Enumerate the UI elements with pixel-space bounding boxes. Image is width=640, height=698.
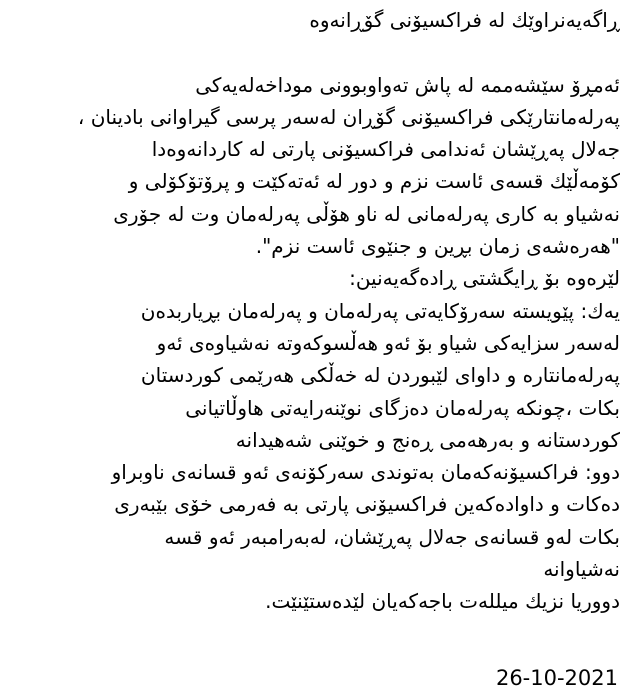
body-line-10: پەرلەمانتارە و داوای لێبوردن لە خەڵكی هەرێمی كوردستان (140, 363, 620, 388)
statement-date: 26-10-2021 (495, 666, 618, 690)
body-line-1: ئەمڕۆ سێشەممە لە پاش تەواوبوونی موداخەلەیەكی (195, 72, 620, 97)
body-line-2: پەرلەمانتارێكی فراكسیۆنی گۆڕان لەسەر پرسی گیراوانی بادینان ، (77, 104, 620, 129)
body-line-14: دەكات و داوادەكەین فراكسیۆنی پارتی بە فەرمی خۆی بێبەری (114, 492, 620, 517)
body-line-9: لەسەر سزایەكی شیاو بۆ ئەو هەڵسوكەوتە نەشیاوەی ئەو (156, 330, 620, 355)
body-line-5: نەشیاو بە كاری پەرلەمانی لە ناو هۆڵی پەرلەمان وت لە جۆری (113, 201, 620, 226)
body-line-6: "هەرەشەی زمان بڕین و جنێوی ئاست نزم". (255, 234, 620, 259)
body-line-7: لێرەوە بۆ ڕایگشتی ڕادەگەیەنین: (349, 266, 620, 291)
body-line-15: بكات لەو قسانەی جەلال پەڕێشان، لەبەرامبەر ئەو قسە (164, 524, 620, 549)
body-line-16: نەشیاوانە (543, 557, 620, 582)
body-line-17: دووریا نزیك میللەت باجەكەیان لێدەستێنێت. (265, 589, 620, 614)
statement-document (14, 4, 620, 618)
body-line-8: یەك: پێویستە سەرۆكایەتی پەرلەمان و پەرلەمان بڕیاربدەن (140, 298, 620, 323)
body-line-3: جەلال پەڕێشان ئەندامی فراكسیۆنی پارتی لە كاردانەوەدا (151, 137, 620, 162)
body-line-12: كوردستانە و بەرهەمی ڕەنج و خوێنی شەهیدانە (235, 427, 620, 452)
body-line-4: كۆمەڵێك قسەی ئاست نزم و دور لە ئەتەكێت و پرۆتۆكۆلی و (128, 169, 620, 194)
statement-title: ڕاگەیەنراوێك لە فراكسیۆنی گۆڕانەوە (309, 8, 620, 32)
body-line-11: بكات ،چونكە پەرلەمان دەزگای نوێنەرایەتی هاوڵاتیانی (185, 395, 620, 420)
body-line-13: دوو: فراكسیۆنەكەمان بەتوندی سەركۆنەی ئەو قسانەی ناوبراو (111, 460, 620, 485)
